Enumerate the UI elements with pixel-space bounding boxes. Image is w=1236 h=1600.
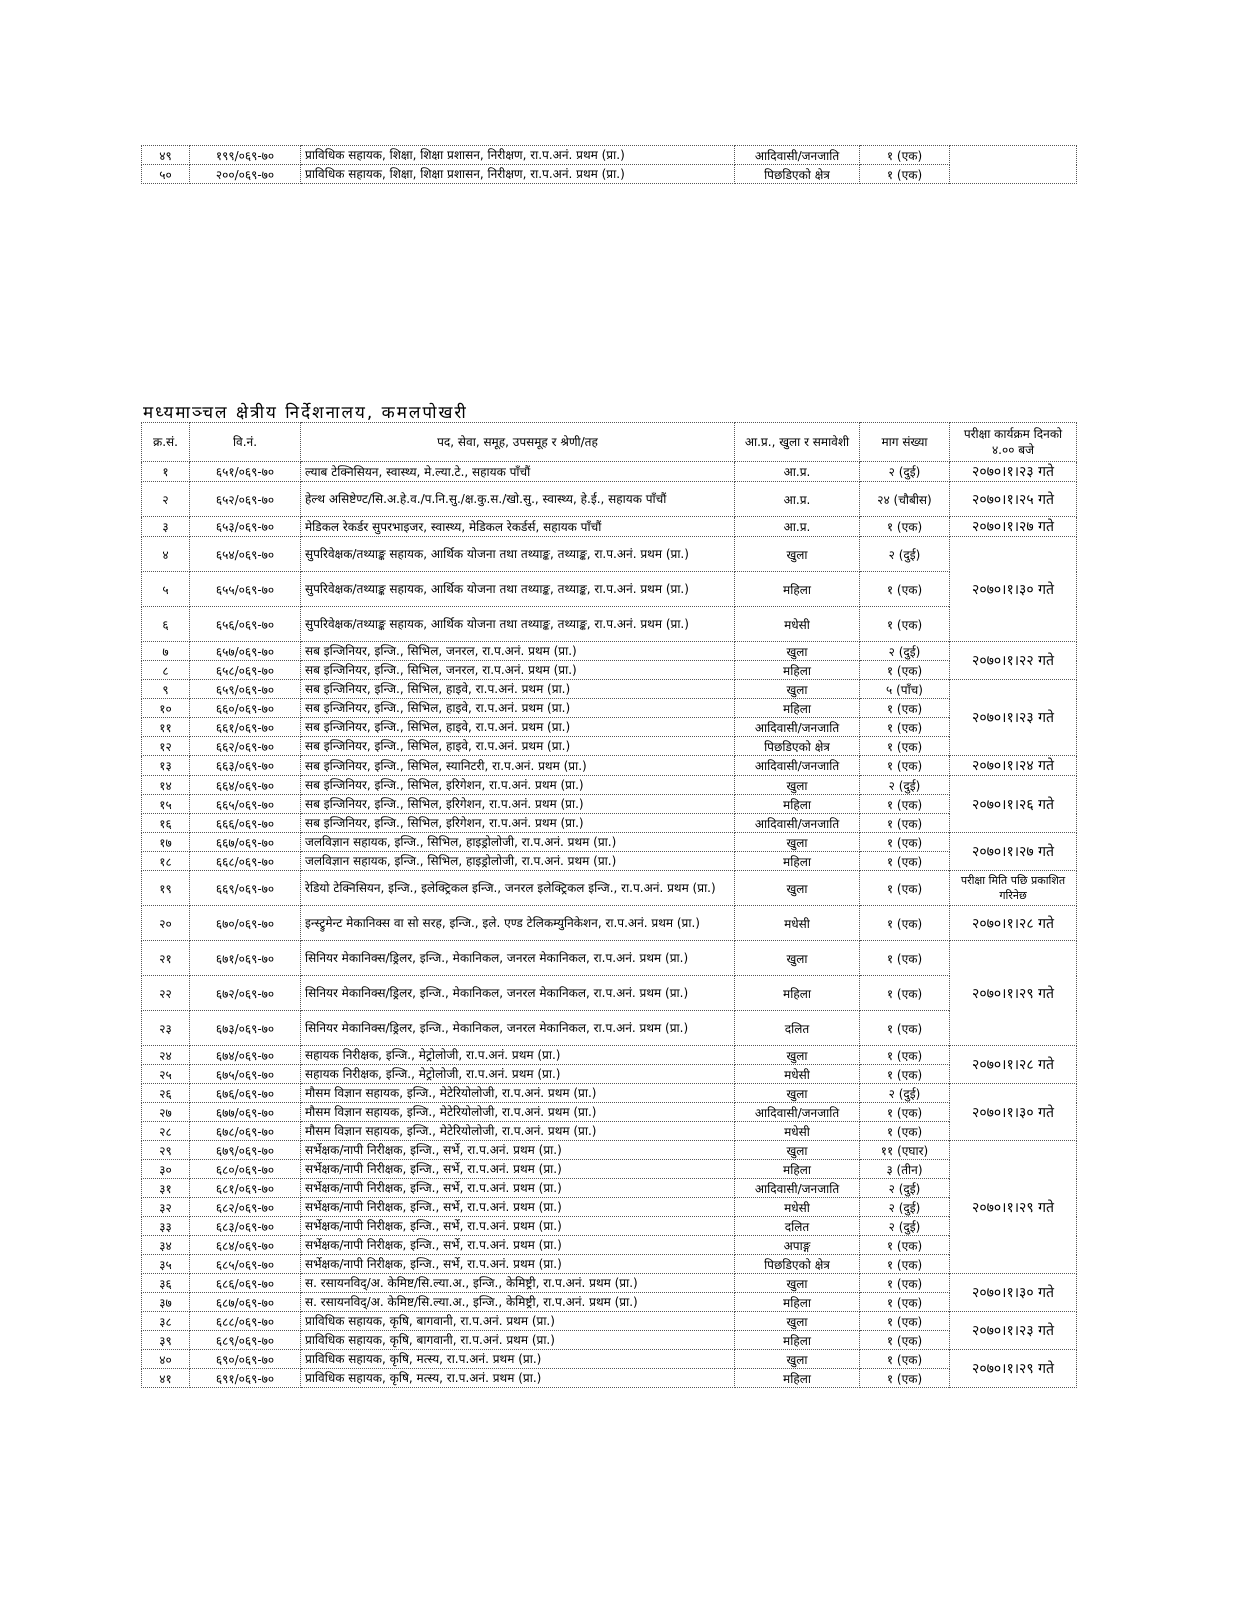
- header-exam-schedule: परीक्षा कार्यक्रम दिनको ४.०० बजे: [950, 423, 1077, 462]
- advertisement-number: ६७८/०६९-७०: [190, 1122, 301, 1141]
- demand-count: १ (एक): [860, 941, 950, 976]
- candidate-group: महिला: [735, 795, 860, 814]
- serial-number: २१: [142, 941, 190, 976]
- serial-number: ११: [142, 718, 190, 737]
- post-description: सब इन्जिनियर, इन्जि., सिभिल, हाइवे, रा.प.अनं. प्रथम (प्रा.): [301, 718, 735, 737]
- table-row: [142, 814, 1077, 833]
- serial-number: २८: [142, 1122, 190, 1141]
- candidate-group: खुला: [735, 871, 860, 906]
- demand-count: १ (एक): [860, 165, 950, 184]
- post-description: प्राविधिक सहायक, कृषि, बागवानी, रा.प.अनं. प्रथम (प्रा.): [301, 1312, 735, 1331]
- serial-number: २४: [142, 1046, 190, 1065]
- candidate-group: महिला: [735, 1331, 860, 1350]
- candidate-group: खुला: [735, 941, 860, 976]
- post-description: इन्स्ट्रुमेन्ट मेकानिक्स वा सो सरह, इन्जि., इले. एण्ड टेलिकम्युनिकेशन, रा.प.अनं. प्रथम (प्रा.): [301, 906, 735, 941]
- exam-date: २०७०।१।२३ गते: [950, 1312, 1077, 1350]
- post-description: सर्भेक्षक/नापी निरीक्षक, इन्जि., सर्भे, रा.प.अनं. प्रथम (प्रा.): [301, 1255, 735, 1274]
- post-description: सहायक निरीक्षक, इन्जि., मेट्रोलोजी, रा.प.अनं. प्रथम (प्रा.): [301, 1046, 735, 1065]
- serial-number: ५०: [142, 165, 190, 184]
- exam-date: २०७०।१।२२ गते: [950, 642, 1077, 680]
- candidate-group: दलित: [735, 1011, 860, 1046]
- demand-count: १ (एक): [860, 1046, 950, 1065]
- post-description: प्राविधिक सहायक, कृषि, मत्स्य, रा.प.अनं. प्रथम (प्रा.): [301, 1369, 735, 1388]
- serial-number: ३३: [142, 1217, 190, 1236]
- candidate-group: आदिवासी/जनजाति: [735, 1179, 860, 1198]
- serial-number: २३: [142, 1011, 190, 1046]
- serial-number: ३७: [142, 1293, 190, 1312]
- serial-number: ९: [142, 680, 190, 699]
- candidate-group: महिला: [735, 852, 860, 871]
- advertisement-number: ६७९/०६९-७०: [190, 1141, 301, 1160]
- exam-date: २०७०।१।२५ गते: [950, 482, 1077, 517]
- candidate-group: पिछडिएको क्षेत्र: [735, 1255, 860, 1274]
- header-serial-number: क्र.सं.: [142, 423, 190, 462]
- post-description: जलविज्ञान सहायक, इन्जि., सिभिल, हाइड्रोलोजी, रा.प.अनं. प्रथम (प्रा.): [301, 833, 735, 852]
- advertisement-number: ६६९/०६९-७०: [190, 871, 301, 906]
- demand-count: १ (एक): [860, 1369, 950, 1388]
- post-description: सिनियर मेकानिक्स/ड्रिलर, इन्जि., मेकानिकल, जनरल मेकानिकल, रा.प.अनं. प्रथम (प्रा.): [301, 1011, 735, 1046]
- advertisement-number: ६७२/०६९-७०: [190, 976, 301, 1011]
- post-description: मौसम विज्ञान सहायक, इन्जि., मेटेरियोलोजी, रा.प.अनं. प्रथम (प्रा.): [301, 1084, 735, 1103]
- post-description: जलविज्ञान सहायक, इन्जि., सिभिल, हाइड्रोलोजी, रा.प.अनं. प्रथम (प्रा.): [301, 852, 735, 871]
- advertisement-number: ६६५/०६९-७०: [190, 795, 301, 814]
- candidate-group: आदिवासी/जनजाति: [735, 146, 860, 165]
- candidate-group: खुला: [735, 776, 860, 795]
- serial-number: ३: [142, 517, 190, 537]
- table-row: [142, 1046, 1077, 1065]
- advertisement-number: ६७६/०६९-७०: [190, 1084, 301, 1103]
- demand-count: १ (एक): [860, 976, 950, 1011]
- post-description: हेल्थ असिष्टेण्ट/सि.अ.हे.व./प.नि.सु./क्ष.कु.स./खो.सु., स्वास्थ्य, हे.ई., सहायक पाँचौं: [301, 482, 735, 517]
- table-row: [142, 718, 1077, 737]
- exam-date: २०७०।१।२४ गते: [950, 756, 1077, 776]
- demand-count: १ (एक): [860, 1274, 950, 1293]
- candidate-group: मधेसी: [735, 1065, 860, 1084]
- section-title: मध्यमाञ्चल क्षेत्रीय निर्देशनालय, कमलपोखरी: [143, 403, 468, 423]
- candidate-group: पिछडिएको क्षेत्र: [735, 165, 860, 184]
- candidate-group: महिला: [735, 1293, 860, 1312]
- serial-number: २६: [142, 1084, 190, 1103]
- post-description: प्राविधिक सहायक, शिक्षा, शिक्षा प्रशासन, निरीक्षण, रा.प.अनं. प्रथम (प्रा.): [301, 165, 735, 184]
- candidate-group: खुला: [735, 1046, 860, 1065]
- post-description: मेडिकल रेकर्डर सुपरभाइजर, स्वास्थ्य, मेडिकल रेकर्डर्स, सहायक पाँचौं: [301, 517, 735, 537]
- demand-count: १ (एक): [860, 1065, 950, 1084]
- post-description: प्राविधिक सहायक, कृषि, बागवानी, रा.प.अनं. प्रथम (प्रा.): [301, 1331, 735, 1350]
- table-row: [142, 1141, 1077, 1160]
- post-description: सिनियर मेकानिक्स/ड्रिलर, इन्जि., मेकानिकल, जनरल मेकानिकल, रा.प.अनं. प्रथम (प्रा.): [301, 976, 735, 1011]
- demand-count: ११ (एघार): [860, 1141, 950, 1160]
- candidate-group: मधेसी: [735, 1122, 860, 1141]
- candidate-group: खुला: [735, 642, 860, 661]
- demand-count: २ (दुई): [860, 776, 950, 795]
- serial-number: १६: [142, 814, 190, 833]
- serial-number: ८: [142, 661, 190, 680]
- table-row: [142, 482, 1077, 517]
- advertisement-number: ६६३/०६९-७०: [190, 756, 301, 776]
- demand-count: १ (एक): [860, 661, 950, 680]
- post-description: प्राविधिक सहायक, शिक्षा, शिक्षा प्रशासन, निरीक्षण, रा.प.अनं. प्रथम (प्रा.): [301, 146, 735, 165]
- demand-count: १ (एक): [860, 1255, 950, 1274]
- demand-count: १ (एक): [860, 146, 950, 165]
- table-row: [142, 852, 1077, 871]
- demand-count: १ (एक): [860, 737, 950, 756]
- candidate-group: महिला: [735, 976, 860, 1011]
- advertisement-number: ६९०/०६९-७०: [190, 1350, 301, 1369]
- exam-date: २०७०।१।३० गते: [950, 537, 1077, 642]
- post-description: सब इन्जिनियर, इन्जि., सिभिल, हाइवे, रा.प.अनं. प्रथम (प्रा.): [301, 699, 735, 718]
- post-description: सर्भेक्षक/नापी निरीक्षक, इन्जि., सर्भे, रा.प.अनं. प्रथम (प्रा.): [301, 1217, 735, 1236]
- candidate-group: खुला: [735, 680, 860, 699]
- candidate-group: अपाङ्ग: [735, 1236, 860, 1255]
- header-post: पद, सेवा, समूह, उपसमूह र श्रेणी/तह: [301, 423, 735, 462]
- header-count: माग संख्या: [860, 423, 950, 462]
- demand-count: १ (एक): [860, 852, 950, 871]
- demand-count: २ (दुई): [860, 1217, 950, 1236]
- table-row: [142, 1084, 1077, 1103]
- table-row: [142, 1350, 1077, 1369]
- header-advertisement-number: वि.नं.: [190, 423, 301, 462]
- candidate-group: मधेसी: [735, 1198, 860, 1217]
- table-row: [142, 1255, 1077, 1274]
- candidate-group: आदिवासी/जनजाति: [735, 718, 860, 737]
- table-row: [142, 1331, 1077, 1350]
- advertisement-number: ६५२/०६९-७०: [190, 482, 301, 517]
- demand-count: २४ (चौबीस): [860, 482, 950, 517]
- exam-date-empty: [950, 146, 1077, 184]
- demand-count: १ (एक): [860, 906, 950, 941]
- serial-number: १४: [142, 776, 190, 795]
- serial-number: ४: [142, 537, 190, 572]
- advertisement-number: ६८०/०६९-७०: [190, 1160, 301, 1179]
- demand-count: २ (दुई): [860, 642, 950, 661]
- serial-number: ३६: [142, 1274, 190, 1293]
- advertisement-number: ६५८/०६९-७०: [190, 661, 301, 680]
- table-row: [142, 537, 1077, 572]
- exam-date: २०७०।१।२३ गते: [950, 462, 1077, 482]
- advertisement-number: ६८७/०६९-७०: [190, 1293, 301, 1312]
- candidate-group: आदिवासी/जनजाति: [735, 814, 860, 833]
- advertisement-number: ६५३/०६९-७०: [190, 517, 301, 537]
- serial-number: ५: [142, 572, 190, 607]
- serial-number: १५: [142, 795, 190, 814]
- post-description: रेडियो टेक्निसियन, इन्जि., इलेक्ट्रिकल इन्जि., जनरल इलेक्ट्रिकल इन्जि., रा.प.अनं. प्रथम (प्रा.): [301, 871, 735, 906]
- advertisement-number: ६७४/०६९-७०: [190, 1046, 301, 1065]
- advertisement-number: ६७७/०६९-७०: [190, 1103, 301, 1122]
- advertisement-number: ६६६/०६९-७०: [190, 814, 301, 833]
- serial-number: ३०: [142, 1160, 190, 1179]
- serial-number: ३५: [142, 1255, 190, 1274]
- advertisement-number: ६५७/०६९-७०: [190, 642, 301, 661]
- advertisement-number: ६८२/०६९-७०: [190, 1198, 301, 1217]
- table-row: [142, 1236, 1077, 1255]
- demand-count: १ (एक): [860, 517, 950, 537]
- table-row: [142, 1293, 1077, 1312]
- table-row: [142, 607, 1077, 642]
- post-description: ल्याब टेक्निसियन, स्वास्थ्य, मे.ल्या.टे., सहायक पाँचौं: [301, 462, 735, 482]
- demand-count: २ (दुई): [860, 1084, 950, 1103]
- table-row: [142, 906, 1077, 941]
- advertisement-number: ६६७/०६९-७०: [190, 833, 301, 852]
- header-group: आ.प्र., खुला र समावेशी: [735, 423, 860, 462]
- serial-number: १८: [142, 852, 190, 871]
- post-description: स. रसायनविद्/अ. केमिष्ट/सि.ल्या.अ., इन्जि., केमिष्ट्री, रा.प.अनं. प्रथम (प्रा.): [301, 1293, 735, 1312]
- vacancy-table: [141, 422, 1077, 1388]
- candidate-group: आदिवासी/जनजाति: [735, 1103, 860, 1122]
- table-row: [142, 795, 1077, 814]
- advertisement-number: ६६२/०६९-७०: [190, 737, 301, 756]
- post-description: सुपरिवेक्षक/तथ्याङ्क सहायक, आर्थिक योजना तथा तथ्याङ्क, तथ्याङ्क, रा.प.अनं. प्रथम (प्रा.): [301, 572, 735, 607]
- post-description: सर्भेक्षक/नापी निरीक्षक, इन्जि., सर्भे, रा.प.अनं. प्रथम (प्रा.): [301, 1160, 735, 1179]
- advertisement-number: ६८३/०६९-७०: [190, 1217, 301, 1236]
- table-row: [142, 1103, 1077, 1122]
- candidate-group: मधेसी: [735, 607, 860, 642]
- table-row: [142, 1160, 1077, 1179]
- table-row: [142, 756, 1077, 776]
- post-description: सर्भेक्षक/नापी निरीक्षक, इन्जि., सर्भे, रा.प.अनं. प्रथम (प्रा.): [301, 1198, 735, 1217]
- post-description: सब इन्जिनियर, इन्जि., सिभिल, जनरल, रा.प.अनं. प्रथम (प्रा.): [301, 661, 735, 680]
- advertisement-number: ६८४/०६९-७०: [190, 1236, 301, 1255]
- advertisement-number: ६७१/०६९-७०: [190, 941, 301, 976]
- table-row: [142, 871, 1077, 906]
- table-row: [142, 776, 1077, 795]
- advertisement-number: ६८१/०६९-७०: [190, 1179, 301, 1198]
- advertisement-number: ६८५/०६९-७०: [190, 1255, 301, 1274]
- candidate-group: आ.प्र.: [735, 517, 860, 537]
- table-row: [142, 833, 1077, 852]
- serial-number: २२: [142, 976, 190, 1011]
- demand-count: १ (एक): [860, 1011, 950, 1046]
- serial-number: ४९: [142, 146, 190, 165]
- table-row: [142, 517, 1077, 537]
- table-row: [142, 1312, 1077, 1331]
- table-row: [142, 462, 1077, 482]
- post-description: मौसम विज्ञान सहायक, इन्जि., मेटेरियोलोजी, रा.प.अनं. प्रथम (प्रा.): [301, 1103, 735, 1122]
- candidate-group: मधेसी: [735, 906, 860, 941]
- advertisement-number: ६६४/०६९-७०: [190, 776, 301, 795]
- serial-number: १: [142, 462, 190, 482]
- post-description: सर्भेक्षक/नापी निरीक्षक, इन्जि., सर्भे, रा.प.अनं. प्रथम (प्रा.): [301, 1141, 735, 1160]
- table-row: [142, 642, 1077, 661]
- advertisement-number: ६७५/०६९-७०: [190, 1065, 301, 1084]
- exam-date: २०७०।१।२९ गते: [950, 1141, 1077, 1274]
- advertisement-number: ६९१/०६९-७०: [190, 1369, 301, 1388]
- post-description: सुपरिवेक्षक/तथ्याङ्क सहायक, आर्थिक योजना तथा तथ्याङ्क, तथ्याङ्क, रा.प.अनं. प्रथम (प्रा.): [301, 607, 735, 642]
- demand-count: १ (एक): [860, 1236, 950, 1255]
- table-row: [142, 572, 1077, 607]
- advertisement-number: ६७०/०६९-७०: [190, 906, 301, 941]
- advertisement-number: ६६८/०६९-७०: [190, 852, 301, 871]
- table-row: [142, 1179, 1077, 1198]
- candidate-group: खुला: [735, 1141, 860, 1160]
- demand-count: १ (एक): [860, 833, 950, 852]
- advertisement-number: ६५६/०६९-७०: [190, 607, 301, 642]
- exam-date: २०७०।१।२३ गते: [950, 680, 1077, 756]
- serial-number: ३८: [142, 1312, 190, 1331]
- serial-number: २५: [142, 1065, 190, 1084]
- post-description: स. रसायनविद्/अ. केमिष्ट/सि.ल्या.अ., इन्जि., केमिष्ट्री, रा.प.अनं. प्रथम (प्रा.): [301, 1274, 735, 1293]
- candidate-group: आदिवासी/जनजाति: [735, 756, 860, 776]
- candidate-group: महिला: [735, 661, 860, 680]
- exam-date: २०७०।१।२९ गते: [950, 1350, 1077, 1388]
- serial-number: २९: [142, 1141, 190, 1160]
- candidate-group: आ.प्र.: [735, 482, 860, 517]
- advertisement-number: ६८६/०६९-७०: [190, 1274, 301, 1293]
- serial-number: ३१: [142, 1179, 190, 1198]
- advertisement-number: ६५५/०६९-७०: [190, 572, 301, 607]
- post-description: सब इन्जिनियर, इन्जि., सिभिल, हाइवे, रा.प.अनं. प्रथम (प्रा.): [301, 680, 735, 699]
- candidate-group: आ.प्र.: [735, 462, 860, 482]
- candidate-group: महिला: [735, 1160, 860, 1179]
- advertisement-number: ६८८/०६९-७०: [190, 1312, 301, 1331]
- demand-count: १ (एक): [860, 1103, 950, 1122]
- demand-count: १ (एक): [860, 756, 950, 776]
- table-row: [142, 661, 1077, 680]
- demand-count: १ (एक): [860, 814, 950, 833]
- candidate-group: महिला: [735, 1369, 860, 1388]
- post-description: सर्भेक्षक/नापी निरीक्षक, इन्जि., सर्भे, रा.प.अनं. प्रथम (प्रा.): [301, 1236, 735, 1255]
- serial-number: १९: [142, 871, 190, 906]
- table-row: [142, 1274, 1077, 1293]
- demand-count: २ (दुई): [860, 537, 950, 572]
- candidate-group: खुला: [735, 1084, 860, 1103]
- post-description: सब इन्जिनियर, इन्जि., सिभिल, हाइवे, रा.प.अनं. प्रथम (प्रा.): [301, 737, 735, 756]
- demand-count: १ (एक): [860, 1122, 950, 1141]
- table-row: [142, 1217, 1077, 1236]
- post-description: सब इन्जिनियर, इन्जि., सिभिल, इरिगेशन, रा.प.अनं. प्रथम (प्रा.): [301, 776, 735, 795]
- post-description: सब इन्जिनियर, इन्जि., सिभिल, इरिगेशन, रा.प.अनं. प्रथम (प्रा.): [301, 814, 735, 833]
- serial-number: २०: [142, 906, 190, 941]
- advertisement-number: ६७३/०६९-७०: [190, 1011, 301, 1046]
- candidate-group: पिछडिएको क्षेत्र: [735, 737, 860, 756]
- demand-count: २ (दुई): [860, 462, 950, 482]
- post-description: सर्भेक्षक/नापी निरीक्षक, इन्जि., सर्भे, रा.प.अनं. प्रथम (प्रा.): [301, 1179, 735, 1198]
- table-row: [142, 1369, 1077, 1388]
- candidate-group: महिला: [735, 699, 860, 718]
- serial-number: २७: [142, 1103, 190, 1122]
- demand-count: १ (एक): [860, 572, 950, 607]
- serial-number: ४०: [142, 1350, 190, 1369]
- advertisement-number: ६५९/०६९-७०: [190, 680, 301, 699]
- post-description: सुपरिवेक्षक/तथ्याङ्क सहायक, आर्थिक योजना तथा तथ्याङ्क, तथ्याङ्क, रा.प.अनं. प्रथम (प्रा.): [301, 537, 735, 572]
- table-row: [142, 680, 1077, 699]
- post-description: प्राविधिक सहायक, कृषि, मत्स्य, रा.प.अनं. प्रथम (प्रा.): [301, 1350, 735, 1369]
- serial-number: ३४: [142, 1236, 190, 1255]
- exam-date: २०७०।१।३० गते: [950, 1274, 1077, 1312]
- demand-count: २ (दुई): [860, 1179, 950, 1198]
- demand-count: ५ (पाँच): [860, 680, 950, 699]
- candidate-group: खुला: [735, 1312, 860, 1331]
- demand-count: १ (एक): [860, 1331, 950, 1350]
- previous-page-table: [141, 145, 1077, 184]
- advertisement-number: ६६१/०६९-७०: [190, 718, 301, 737]
- post-description: मौसम विज्ञान सहायक, इन्जि., मेटेरियोलोजी, रा.प.अनं. प्रथम (प्रा.): [301, 1122, 735, 1141]
- serial-number: २: [142, 482, 190, 517]
- post-description: सिनियर मेकानिक्स/ड्रिलर, इन्जि., मेकानिकल, जनरल मेकानिकल, रा.प.अनं. प्रथम (प्रा.): [301, 941, 735, 976]
- post-description: सब इन्जिनियर, इन्जि., सिभिल, जनरल, रा.प.अनं. प्रथम (प्रा.): [301, 642, 735, 661]
- post-description: सब इन्जिनियर, इन्जि., सिभिल, इरिगेशन, रा.प.अनं. प्रथम (प्रा.): [301, 795, 735, 814]
- table-row: [142, 146, 1077, 165]
- demand-count: १ (एक): [860, 1350, 950, 1369]
- table-row: [142, 699, 1077, 718]
- exam-date: परीक्षा मिति पछि प्रकाशित गरिनेछ: [950, 871, 1077, 906]
- table-row: [142, 165, 1077, 184]
- advertisement-number: ६५४/०६९-७०: [190, 537, 301, 572]
- table-header-row: [142, 423, 1077, 462]
- demand-count: १ (एक): [860, 1312, 950, 1331]
- demand-count: १ (एक): [860, 607, 950, 642]
- candidate-group: खुला: [735, 1274, 860, 1293]
- demand-count: १ (एक): [860, 795, 950, 814]
- candidate-group: खुला: [735, 537, 860, 572]
- exam-date: २०७०।१।२६ गते: [950, 776, 1077, 833]
- exam-date: २०७०।१।२७ गते: [950, 517, 1077, 537]
- exam-date: २०७०।१।२८ गते: [950, 906, 1077, 941]
- candidate-group: दलित: [735, 1217, 860, 1236]
- table-row: [142, 941, 1077, 976]
- serial-number: १७: [142, 833, 190, 852]
- serial-number: ४१: [142, 1369, 190, 1388]
- table-row: [142, 1011, 1077, 1046]
- candidate-group: खुला: [735, 1350, 860, 1369]
- exam-date: २०७०।१।२७ गते: [950, 833, 1077, 871]
- demand-count: १ (एक): [860, 699, 950, 718]
- exam-date: २०७०।१।२९ गते: [950, 941, 1077, 1046]
- advertisement-number: ६८९/०६९-७०: [190, 1331, 301, 1350]
- advertisement-number: २००/०६९-७०: [190, 165, 301, 184]
- advertisement-number: ६५१/०६९-७०: [190, 462, 301, 482]
- serial-number: ७: [142, 642, 190, 661]
- table-row: [142, 1065, 1077, 1084]
- exam-date: २०७०।१।२८ गते: [950, 1046, 1077, 1084]
- table-row: [142, 1198, 1077, 1217]
- advertisement-number: १९९/०६९-७०: [190, 146, 301, 165]
- table-row: [142, 1122, 1077, 1141]
- serial-number: ६: [142, 607, 190, 642]
- demand-count: १ (एक): [860, 1293, 950, 1312]
- demand-count: ३ (तीन): [860, 1160, 950, 1179]
- candidate-group: महिला: [735, 572, 860, 607]
- serial-number: १३: [142, 756, 190, 776]
- post-description: सब इन्जिनियर, इन्जि., सिभिल, स्यानिटरी, रा.प.अनं. प्रथम (प्रा.): [301, 756, 735, 776]
- serial-number: १०: [142, 699, 190, 718]
- advertisement-number: ६६०/०६९-७०: [190, 699, 301, 718]
- demand-count: २ (दुई): [860, 1198, 950, 1217]
- post-description: सहायक निरीक्षक, इन्जि., मेट्रोलोजी, रा.प.अनं. प्रथम (प्रा.): [301, 1065, 735, 1084]
- serial-number: ३२: [142, 1198, 190, 1217]
- serial-number: १२: [142, 737, 190, 756]
- candidate-group: खुला: [735, 833, 860, 852]
- demand-count: १ (एक): [860, 871, 950, 906]
- table-row: [142, 737, 1077, 756]
- exam-date: २०७०।१।३० गते: [950, 1084, 1077, 1141]
- demand-count: १ (एक): [860, 718, 950, 737]
- table-row: [142, 976, 1077, 1011]
- serial-number: ३९: [142, 1331, 190, 1350]
